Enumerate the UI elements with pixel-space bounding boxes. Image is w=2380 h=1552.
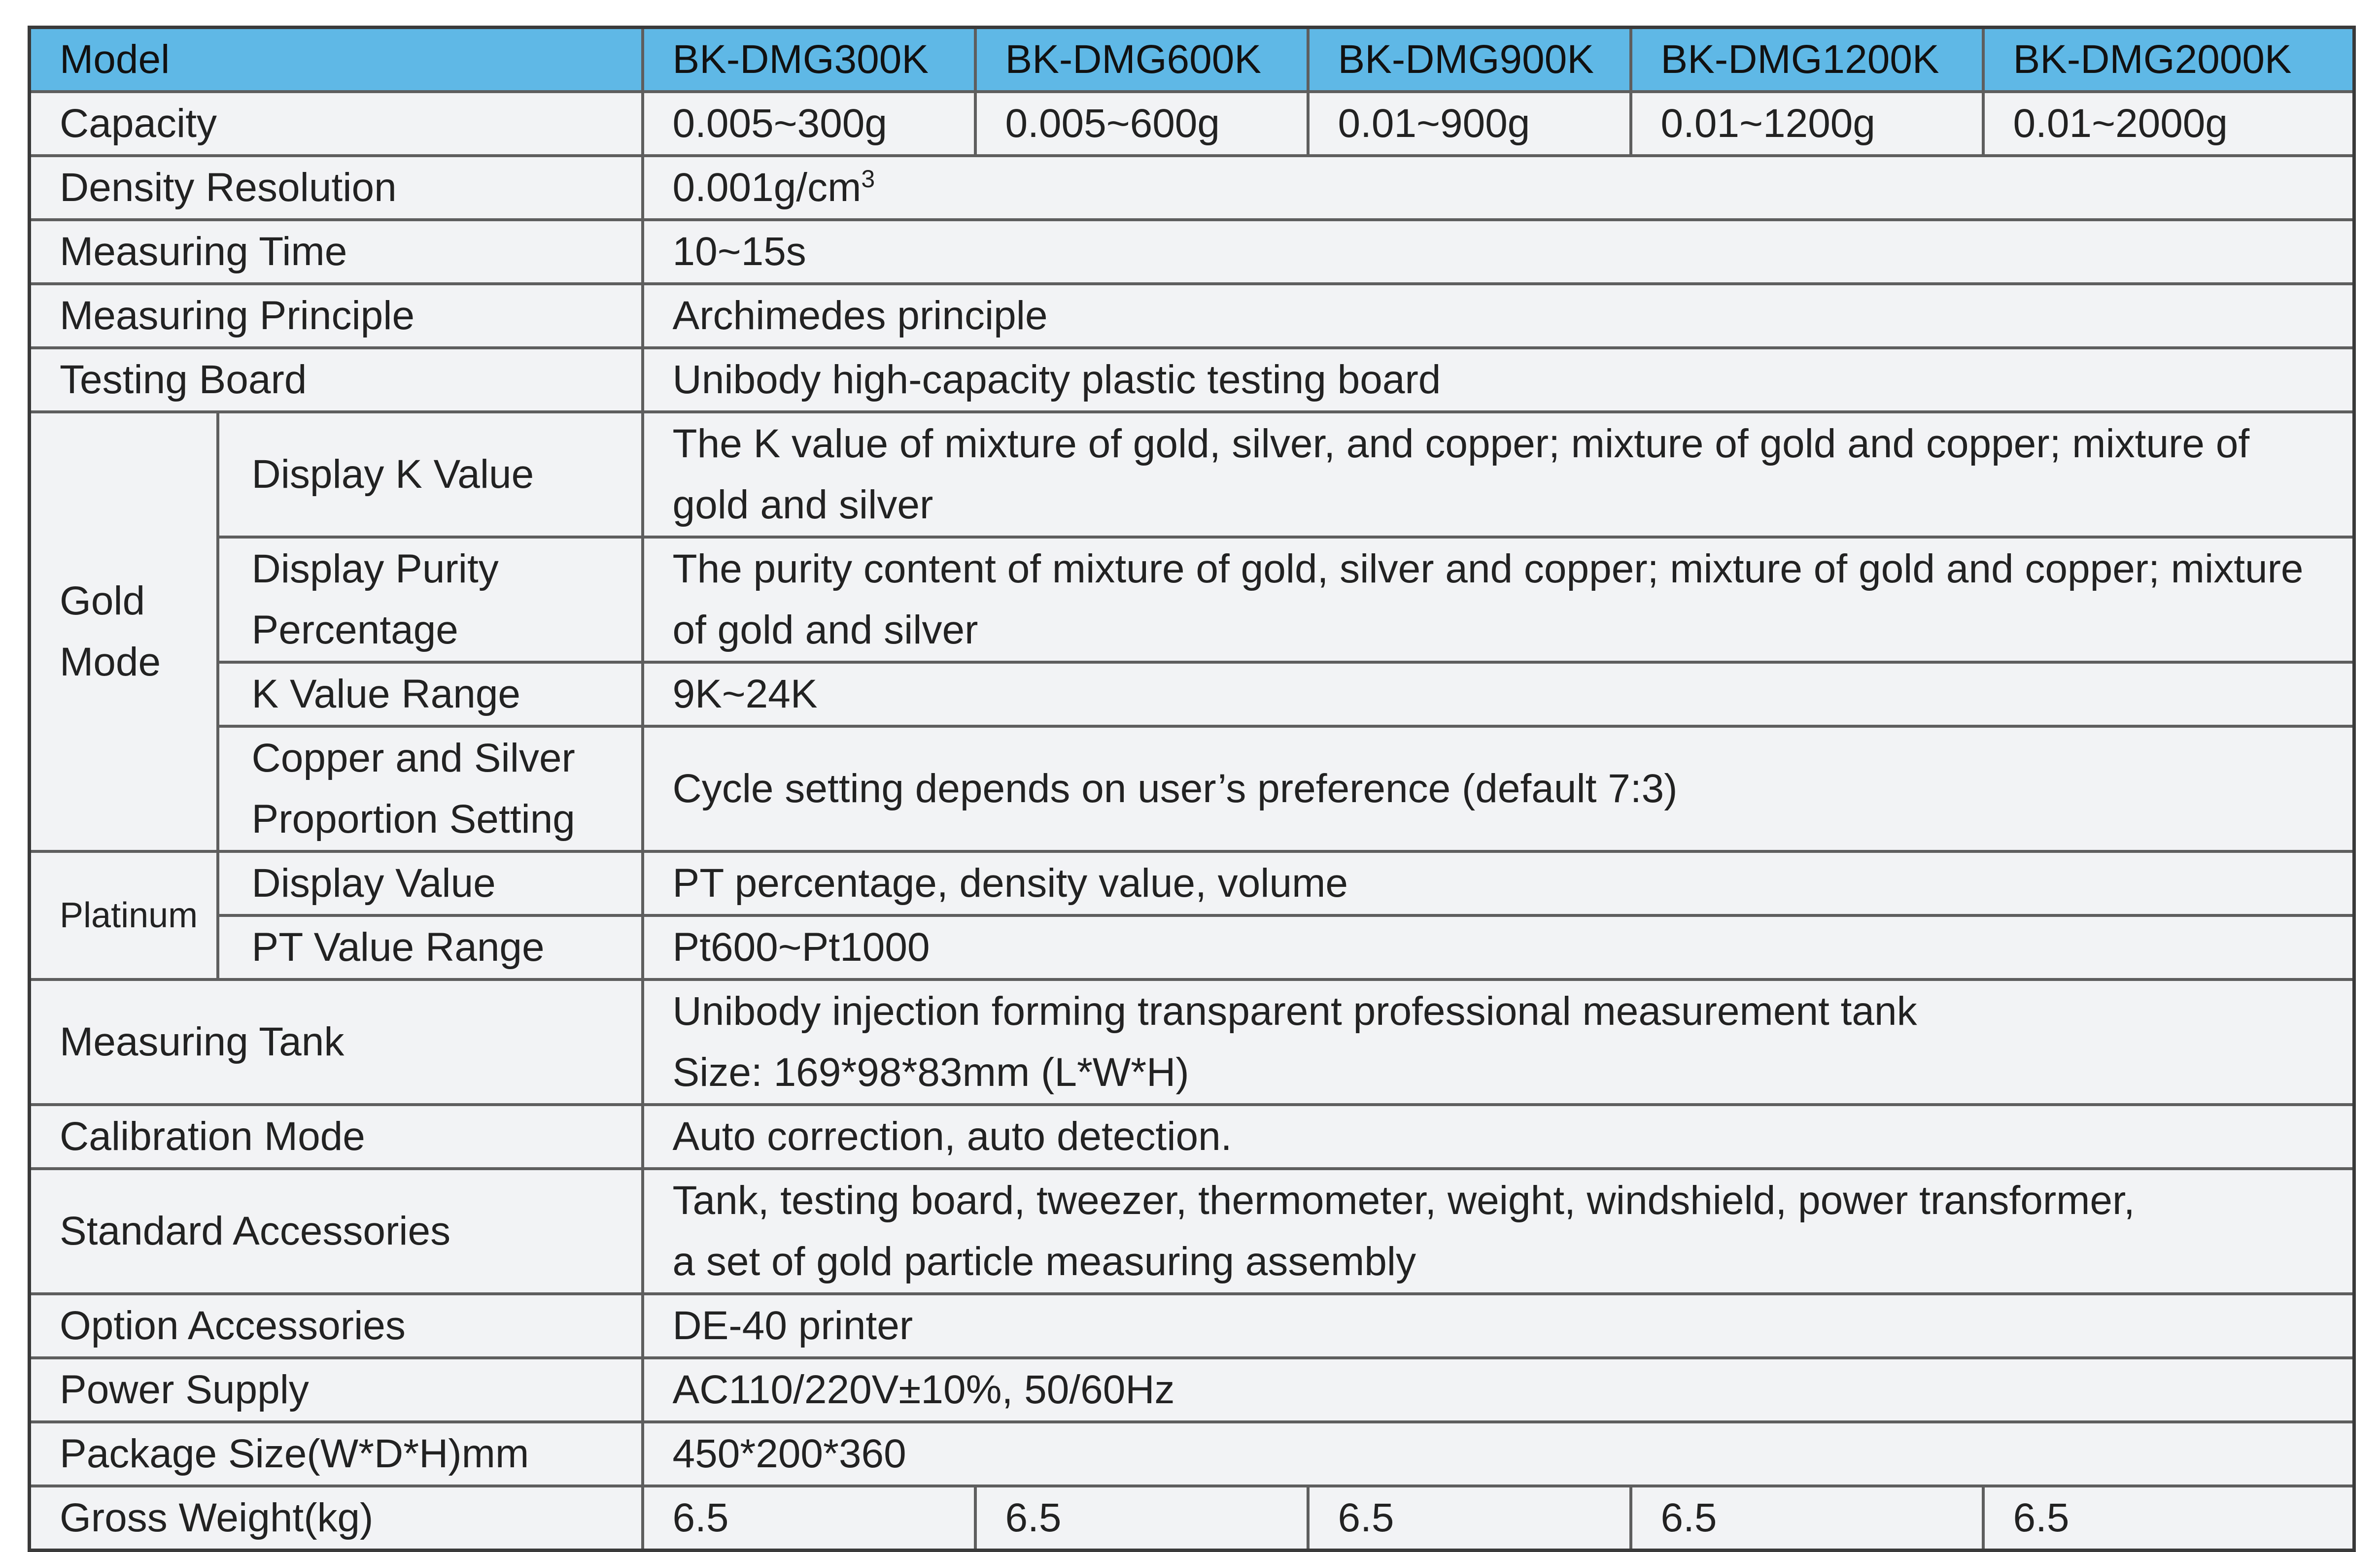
power-supply-value: AC110/220V±10%, 50/60Hz — [643, 1358, 2354, 1422]
measuring-tank-line1: Unibody injection forming transparent professional measurement tank — [672, 989, 1917, 1034]
gross-weight-value: 6.5 — [643, 1486, 975, 1551]
option-accessories-value: DE-40 printer — [643, 1294, 2354, 1358]
pt-value-range-label: PT Value Range — [218, 915, 643, 979]
model-cell: BK-DMG300K — [643, 28, 975, 92]
display-k-value-value: The K value of mixture of gold, silver, and copper; mixture of gold and copper; mixture of gold and silver — [643, 412, 2354, 537]
density-unit-superscript: 3 — [861, 165, 875, 193]
display-purity-label: Display Purity Percentage — [218, 537, 643, 662]
capacity-value: 0.005~600g — [975, 92, 1308, 156]
package-size-value: 450*200*360 — [643, 1422, 2354, 1486]
measuring-time-row — [30, 220, 2354, 284]
standard-accessories-row — [30, 1169, 2354, 1294]
capacity-value: 0.01~2000g — [1983, 92, 2354, 156]
model-cell: BK-DMG900K — [1308, 28, 1631, 92]
measuring-tank-line2: Size: 169*98*83mm (L*W*H) — [672, 1050, 1189, 1095]
k-value-range-row — [30, 662, 2354, 726]
gross-weight-label: Gross Weight(kg) — [30, 1486, 643, 1551]
package-size-label: Package Size(W*D*H)mm — [30, 1422, 643, 1486]
k-value-range-label: K Value Range — [218, 662, 643, 726]
testing-board-row — [30, 348, 2354, 412]
capacity-value: 0.01~900g — [1308, 92, 1631, 156]
header-row — [30, 28, 2354, 92]
standard-accessories-line2: a set of gold particle measuring assembly — [672, 1239, 1416, 1284]
package-size-row — [30, 1422, 2354, 1486]
standard-accessories-value — [643, 1169, 2354, 1294]
gross-weight-row — [30, 1486, 2354, 1551]
capacity-label: Capacity — [30, 92, 643, 156]
copper-silver-row — [30, 726, 2354, 851]
measuring-tank-label: Measuring Tank — [30, 979, 643, 1105]
platinum-display-row — [30, 851, 2354, 915]
measuring-principle-row — [30, 284, 2354, 348]
power-supply-row — [30, 1358, 2354, 1422]
model-cell: BK-DMG2000K — [1983, 28, 2354, 92]
power-supply-label: Power Supply — [30, 1358, 643, 1422]
gross-weight-value: 6.5 — [975, 1486, 1308, 1551]
copper-silver-label: Copper and Silver Proportion Setting — [218, 726, 643, 851]
display-purity-row — [30, 537, 2354, 662]
measuring-principle-value: Archimedes principle — [643, 284, 2354, 348]
density-resolution-value — [643, 156, 2354, 220]
calibration-mode-value: Auto correction, auto detection. — [643, 1105, 2354, 1169]
option-accessories-row — [30, 1294, 2354, 1358]
gold-mode-label: Gold Mode — [30, 412, 218, 851]
measuring-tank-value — [643, 979, 2354, 1105]
display-k-value-label: Display K Value — [218, 412, 643, 537]
gross-weight-value: 6.5 — [1308, 1486, 1631, 1551]
spec-table — [28, 26, 2356, 1552]
model-cell: BK-DMG600K — [975, 28, 1308, 92]
measuring-time-value: 10~15s — [643, 220, 2354, 284]
standard-accessories-line1: Tank, testing board, tweezer, thermometer, weight, windshield, power transformer, — [672, 1178, 2135, 1223]
density-resolution-label: Density Resolution — [30, 156, 643, 220]
display-k-value-row — [30, 412, 2354, 537]
copper-silver-value: Cycle setting depends on user’s preference (default 7:3) — [643, 726, 2354, 851]
calibration-mode-label: Calibration Mode — [30, 1105, 643, 1169]
standard-accessories-label: Standard Accessories — [30, 1169, 643, 1294]
capacity-value: 0.005~300g — [643, 92, 975, 156]
capacity-row — [30, 92, 2354, 156]
testing-board-label: Testing Board — [30, 348, 643, 412]
measuring-tank-row — [30, 979, 2354, 1105]
density-resolution-row — [30, 156, 2354, 220]
gross-weight-value: 6.5 — [1631, 1486, 1983, 1551]
gross-weight-value: 6.5 — [1983, 1486, 2354, 1551]
measuring-principle-label: Measuring Principle — [30, 284, 643, 348]
capacity-value: 0.01~1200g — [1631, 92, 1983, 156]
display-purity-value: The purity content of mixture of gold, silver and copper; mixture of gold and copper; mixture of gold and silver — [643, 537, 2354, 662]
model-label: Model — [30, 28, 643, 92]
platinum-display-value: PT percentage, density value, volume — [643, 851, 2354, 915]
pt-value-range-value: Pt600~Pt1000 — [643, 915, 2354, 979]
k-value-range-value: 9K~24K — [643, 662, 2354, 726]
platinum-display-label: Display Value — [218, 851, 643, 915]
testing-board-value: Unibody high-capacity plastic testing board — [643, 348, 2354, 412]
model-cell: BK-DMG1200K — [1631, 28, 1983, 92]
calibration-mode-row — [30, 1105, 2354, 1169]
pt-value-range-row — [30, 915, 2354, 979]
density-resolution-text: 0.001g/cm — [672, 165, 862, 210]
measuring-time-label: Measuring Time — [30, 220, 643, 284]
platinum-label: Platinum — [30, 851, 218, 979]
option-accessories-label: Option Accessories — [30, 1294, 643, 1358]
